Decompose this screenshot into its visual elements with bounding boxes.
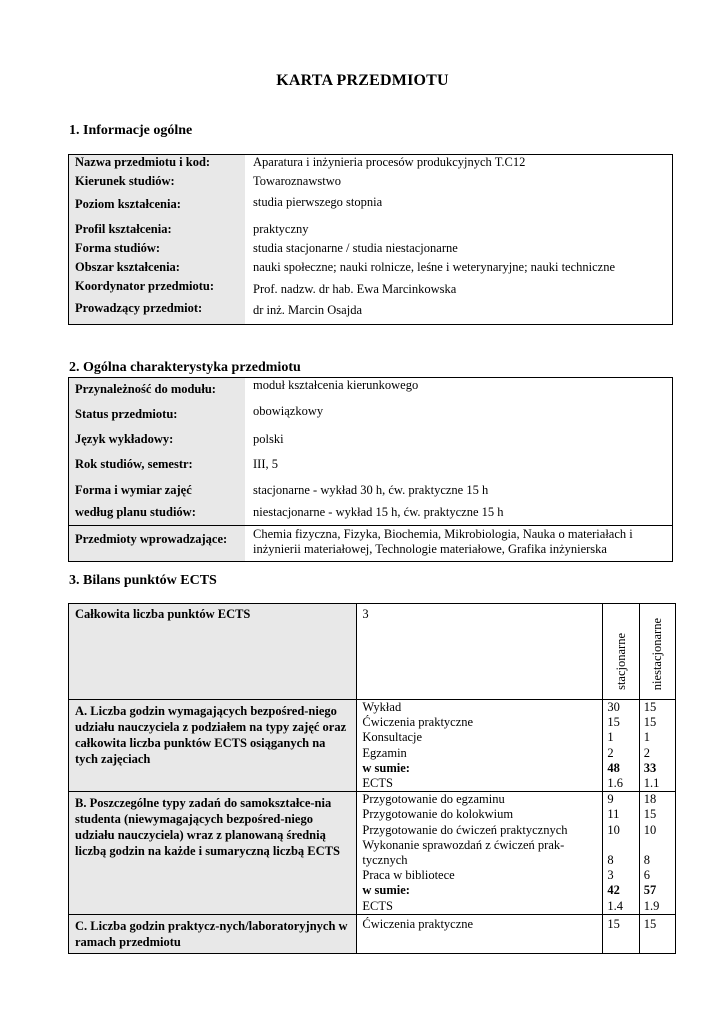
info-label: Koordynator przedmiotu: <box>69 279 246 301</box>
char-label: według planu studiów: <box>69 503 246 526</box>
row-a-label: A. Liczba godzin wymagających bezpośred-niego udziału nauczyciela z podziałem na typy zajęć oraz całkowita liczba punktów ECTS osiąganych na tych zajęciach <box>69 700 357 792</box>
ects-table <box>68 603 676 954</box>
ects-row-b <box>69 792 676 915</box>
info-value: studia pierwszego stopnia <box>253 195 383 209</box>
char-value: polski <box>253 432 284 446</box>
char-value: Chemia fizyczna, Fizyka, Biochemia, Mikrobiologia, Nauka o materiałach i inżynierii materiałowej, Technologie materiałowe, Grafika inżynierska <box>245 526 673 562</box>
hours-stac: 30 <box>607 700 620 714</box>
hours-stac: 15 <box>607 715 620 730</box>
row-c-label: C. Liczba godzin praktycz-nych/laboratoryjnych w ramach przedmiotu <box>69 914 357 953</box>
hours-niestac: 15 <box>643 807 657 822</box>
section2-heading: 2. Ogólna charakterystyka przedmiotu <box>69 360 301 375</box>
char-value: obowiązkowy <box>253 404 324 418</box>
info-label: Poziom kształcenia: <box>69 193 246 219</box>
hours-niestac: 15 <box>643 700 657 714</box>
hours-niestac: 2 <box>643 745 650 760</box>
ects-row-a <box>69 700 676 792</box>
activity-item: Egzamin <box>362 745 407 760</box>
info-label: Nazwa przedmiotu i kod: <box>69 155 246 175</box>
hours-niestac: 8 <box>643 853 650 868</box>
hours-niestac: 1 <box>643 730 650 745</box>
info-label: Forma studiów: <box>69 241 246 260</box>
char-value: moduł kształcenia kierunkowego <box>253 378 419 392</box>
char-row <box>69 404 673 429</box>
activity-item: Przygotowanie do kolokwium <box>362 807 514 822</box>
activity-sum-label: w sumie: <box>362 760 410 775</box>
info-value: Aparatura i inżynieria procesów produkcyjnych T.C12 <box>253 155 526 169</box>
info-label: Profil kształcenia: <box>69 219 246 241</box>
ects-header-row <box>69 604 676 700</box>
char-label: Rok studiów, semestr: <box>69 454 246 479</box>
column-niestacjonarne: niestacjonarne <box>649 617 664 690</box>
char-value: III, 5 <box>253 457 278 471</box>
general-info-table <box>68 154 673 325</box>
ects-stac: 1.4 <box>607 898 624 913</box>
char-value: niestacjonarne - wykład 15 h, ćw. praktyczne 15 h <box>253 505 504 519</box>
info-row <box>69 301 673 325</box>
info-row <box>69 279 673 301</box>
info-row <box>69 155 673 175</box>
char-label: Status przedmiotu: <box>69 404 246 429</box>
hours-stac: 10 <box>607 822 620 837</box>
info-value: Prof. nadzw. dr hab. Ewa Marcinkowska <box>253 282 457 296</box>
hours-stac: 1 <box>607 730 614 745</box>
info-row <box>69 193 673 219</box>
sum-stac: 48 <box>607 760 620 775</box>
char-row <box>69 454 673 479</box>
info-row <box>69 260 673 279</box>
sum-stac: 42 <box>607 883 620 898</box>
ects-stac: 1.6 <box>607 776 624 791</box>
ects-total-label: Całkowita liczba punktów ECTS <box>69 604 357 700</box>
activity-item: Przygotowanie do egzaminu <box>362 792 505 807</box>
char-label: Przynależność do modułu: <box>69 378 246 405</box>
activity-ects-label: ECTS <box>362 776 393 791</box>
char-row <box>69 503 673 526</box>
row-c-stac: 15 <box>603 914 639 953</box>
char-value: stacjonarne - wykład 30 h, ćw. praktyczne 15 h <box>253 483 489 497</box>
info-row <box>69 174 673 193</box>
activity-item: Praca w bibliotece <box>362 868 455 883</box>
hours-niestac: 15 <box>643 715 657 730</box>
char-row <box>69 479 673 503</box>
row-c-activity: Ćwiczenia praktyczne <box>357 914 603 953</box>
hours-stac: 8 <box>607 853 614 868</box>
info-value: studia stacjonarne / studia niestacjonarne <box>253 241 458 255</box>
activity-item: Przygotowanie do ćwiczeń praktycznych <box>362 822 568 837</box>
ects-total-value: 3 <box>357 604 603 700</box>
hours-niestac: 18 <box>643 792 657 807</box>
info-value: praktyczny <box>253 222 309 236</box>
ects-niestac: 1.1 <box>643 776 660 791</box>
activity-ects-label: ECTS <box>362 898 393 913</box>
column-stacjonarne: stacjonarne <box>613 633 628 690</box>
activity-item: Ćwiczenia praktyczne <box>362 715 474 730</box>
info-row <box>69 241 673 260</box>
activity-item: Wykonanie sprawozdań z ćwiczeń prak- <box>362 837 565 852</box>
characteristics-table <box>68 377 673 562</box>
activity-item: Konsultacje <box>362 730 423 745</box>
hours-stac <box>607 838 638 853</box>
sum-niestac: 57 <box>643 883 657 898</box>
hours-niestac <box>644 838 675 853</box>
hours-stac: 2 <box>607 745 614 760</box>
info-value: Towaroznawstwo <box>253 174 341 188</box>
char-label: Przedmioty wprowadzające: <box>69 526 246 562</box>
hours-stac: 11 <box>607 807 620 822</box>
ects-niestac: 1.9 <box>643 898 660 913</box>
hours-niestac: 6 <box>643 868 650 883</box>
activity-item: tycznych <box>362 853 408 868</box>
row-c-niestac: 15 <box>639 914 675 953</box>
char-row <box>69 429 673 454</box>
ects-row-c <box>69 914 676 953</box>
char-label: Język wykładowy: <box>69 429 246 454</box>
info-value: nauki społeczne; nauki rolnicze, leśne i weterynaryjne; nauki techniczne <box>253 260 615 274</box>
info-value: dr inż. Marcin Osajda <box>253 303 362 317</box>
hours-niestac: 10 <box>643 822 657 837</box>
info-label: Kierunek studiów: <box>69 174 246 193</box>
section1-heading: 1. Informacje ogólne <box>69 123 193 138</box>
hours-stac: 9 <box>607 792 614 807</box>
char-label: Forma i wymiar zajęć <box>69 479 246 503</box>
section3-heading: 3. Bilans punktów ECTS <box>69 573 217 588</box>
hours-stac: 3 <box>607 868 614 883</box>
row-b-label: B. Poszczególne typy zadań do samokształce-nia studenta (niewymagających bezpośred-niego udziału nauczyciela) wraz z planowaną średnią liczbą godzin na każde i sumaryczną liczbą ECTS <box>69 792 357 915</box>
activity-item: Wykład <box>362 700 402 714</box>
activity-sum-label: w sumie: <box>362 883 410 898</box>
char-row <box>69 526 673 562</box>
document-title: KARTA PRZEDMIOTU <box>276 72 449 89</box>
sum-niestac: 33 <box>643 760 657 775</box>
char-row <box>69 378 673 405</box>
info-row <box>69 219 673 241</box>
info-label: Obszar kształcenia: <box>69 260 246 279</box>
info-label: Prowadzący przedmiot: <box>69 301 246 325</box>
